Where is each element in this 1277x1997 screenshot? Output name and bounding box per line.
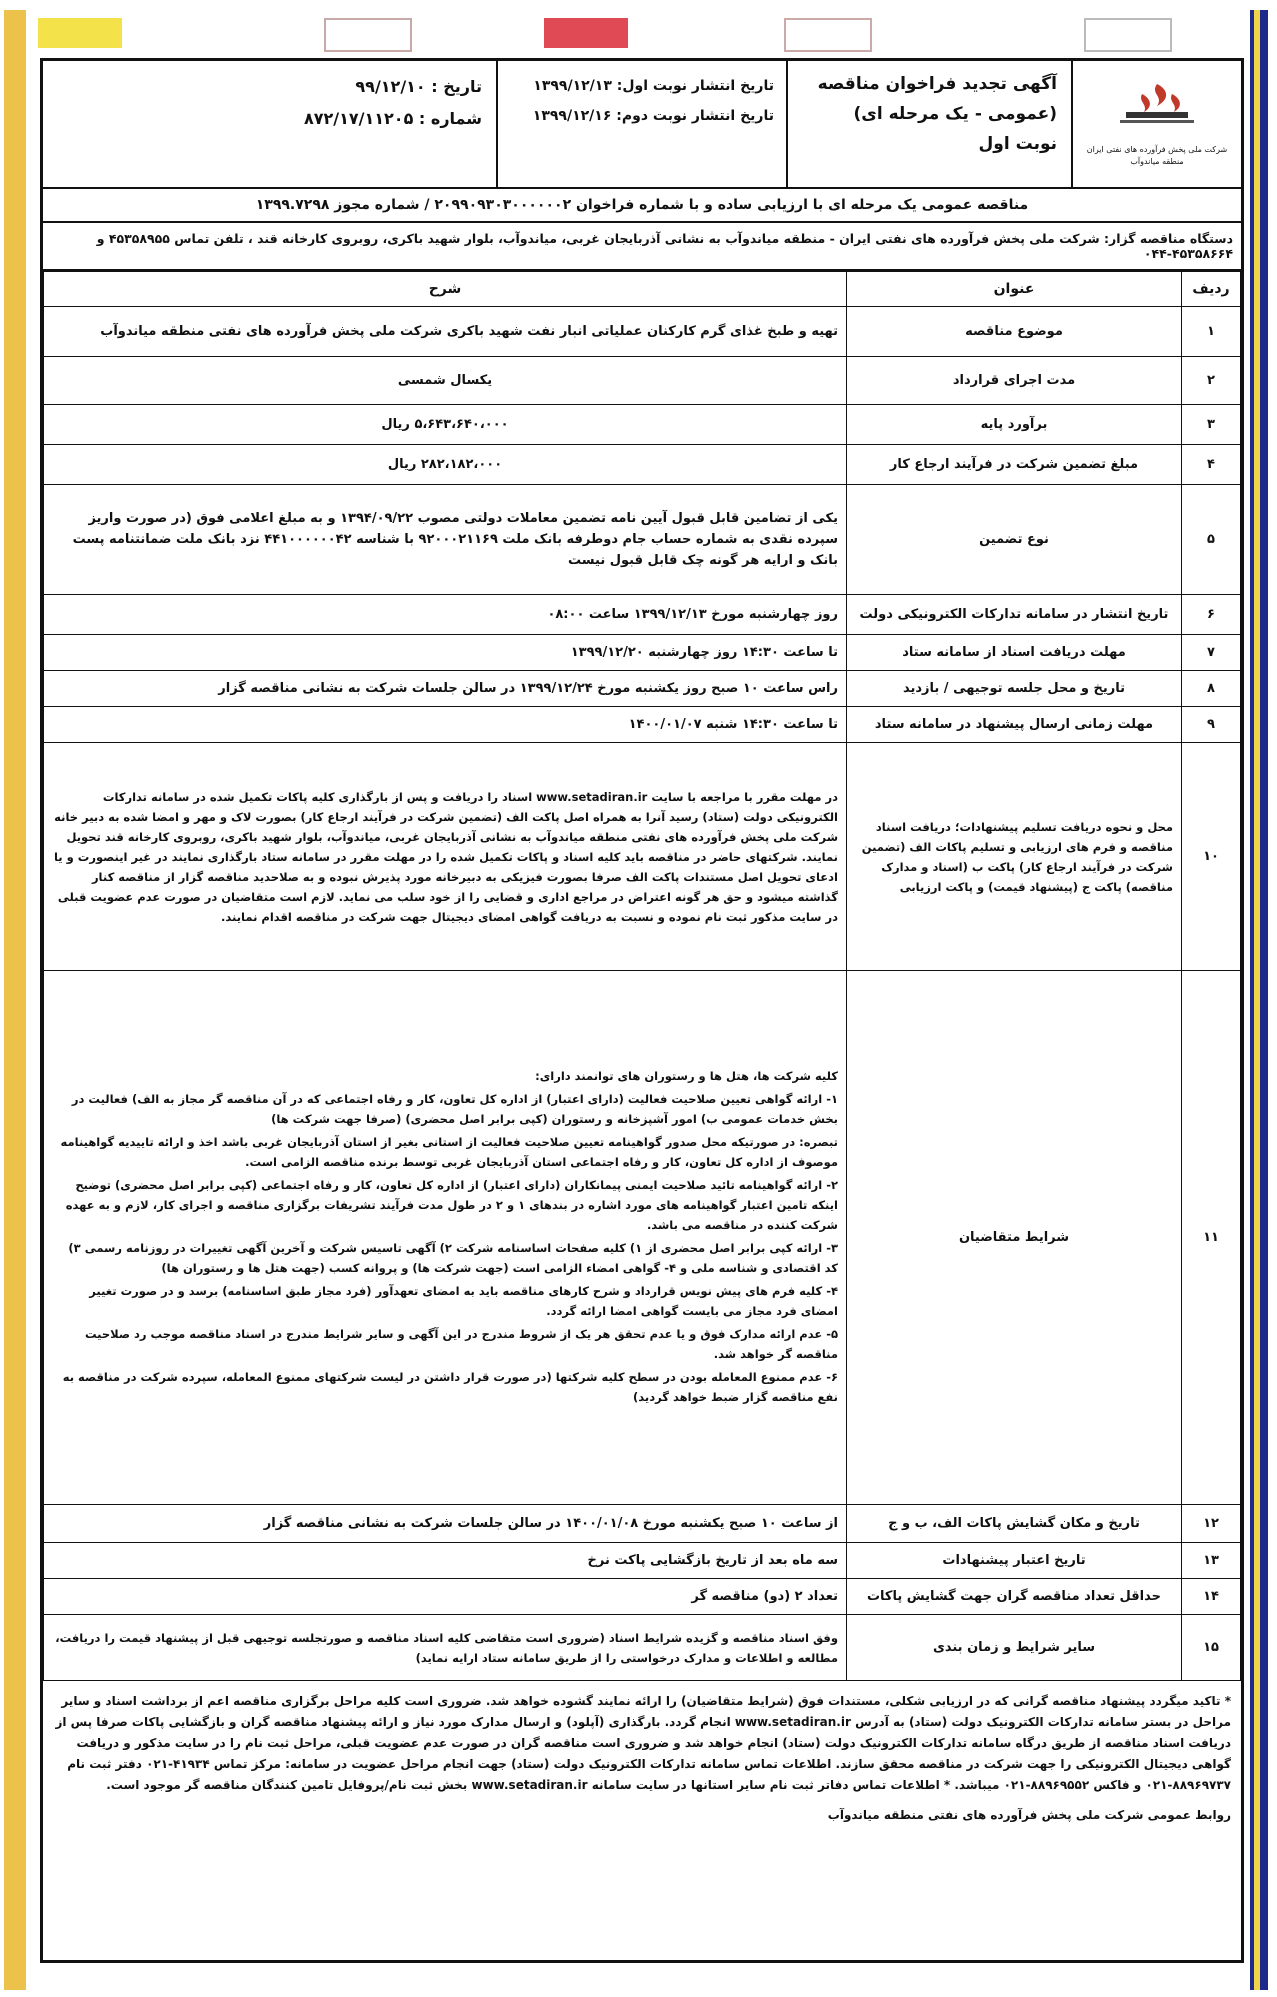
publication-dates bbox=[496, 61, 786, 187]
row-title: مهلت دریافت اسناد از سامانه ستاد bbox=[847, 635, 1182, 671]
condition-item: ۲- ارائه گواهینامه تائید صلاحیت ایمنی پیمانکاران (دارای اعتبار) از اداره کل تعاون، کار و رفاه اجتماعی (کپی برابر اصل محضری) توضیح اینکه تامین اعتبار گواهینامه های مورد اشاره در بندهای ۱ و ۲ در طول مدت فرآیند تشریفات برگزاری مناقصه و اجرای کار، لازم و به عهده شرکت کننده در مناقصه می باشد. bbox=[65, 1177, 838, 1232]
table-row bbox=[44, 485, 1241, 595]
doc-number: شماره : ۸۷۲/۱۷/۱۱۲۰۵ bbox=[303, 109, 482, 128]
company-logo bbox=[1071, 61, 1241, 187]
table-row bbox=[44, 1543, 1241, 1579]
row-desc: تا ساعت ۱۴:۳۰ روز چهارشنبه ۱۳۹۹/۱۲/۲۰ bbox=[44, 635, 847, 671]
row-title: محل و نحوه دریافت تسلیم پیشنهادات؛ دریافت اسناد مناقصه و فرم های ارزیابی و تسلیم پاکات الف (تضمین شرکت در فرآیند ارجاع کار) پاکت ب (اسناد و مدارک مناقصه) پاکت ج (پیشنهاد قیمت) و پاکت ارزیابی bbox=[847, 743, 1182, 971]
row-desc: تعداد ۲ (دو) مناقصه گر bbox=[44, 1579, 847, 1615]
header-desc: شرح bbox=[44, 272, 847, 307]
table-row bbox=[44, 743, 1241, 971]
row-no: ۷ bbox=[1182, 635, 1241, 671]
tender-subtitle: مناقصه عمومی یک مرحله ای با ارزیابی ساده و با شماره فراخوان ۲۰۹۹۰۹۳۰۳۰۰۰۰۰۰۲ / شماره مجوز ۱۳۹۹.۷۲۹۸ bbox=[43, 189, 1241, 223]
white-swatch-3 bbox=[1084, 18, 1172, 52]
row-title: مهلت زمانی ارسال پیشنهاد در سامانه ستاد bbox=[847, 707, 1182, 743]
pub-second: تاریخ انتشار نوبت دوم: ۱۳۹۹/۱۲/۱۶ bbox=[532, 108, 774, 124]
title-line-2: (عمومی - یک مرحله ای) bbox=[853, 104, 1057, 124]
table-row bbox=[44, 635, 1241, 671]
condition-item: تبصره: در صورتیکه محل صدور گواهینامه تعیین صلاحیت فعالیت از استانی بغیر از استان آذربایجان غربی باشد اخذ و ارائه تاییدیه گواهینامه موصوف از اداره کل تعاون، کار و رفاه اجتماعی استان آذربایجان غربی توسط برنده مناقصه الزامی است. bbox=[60, 1134, 838, 1169]
row-no: ۱ bbox=[1182, 307, 1241, 357]
table-row bbox=[44, 1579, 1241, 1615]
yellow-swatch bbox=[38, 18, 122, 48]
condition-item: ۳- ارائه کپی برابر اصل محضری از ۱) کلیه صفحات اساسنامه شرکت ۲) آگهی تاسیس شرکت و آخرین آگهی تغییرات در روزنامه رسمی ۳) کد اقتصادی و شناسه ملی و ۴- گواهی امضاء الزامی است (جهت شرکت ها) و پروانه کسب (جهت هتل ها و رستوران ها) bbox=[68, 1240, 838, 1275]
doc-date-number bbox=[43, 61, 496, 187]
row-title: حداقل تعداد مناقصه گران جهت گشایش پاکات bbox=[847, 1579, 1182, 1615]
table-header-row bbox=[44, 272, 1241, 307]
red-swatch bbox=[544, 18, 628, 48]
doc-date: تاریخ : ۹۹/۱۲/۱۰ bbox=[355, 77, 482, 96]
row-title: تاریخ انتشار در سامانه تدارکات الکترونیکی دولت bbox=[847, 595, 1182, 635]
white-swatch bbox=[324, 18, 412, 52]
row-title: سایر شرایط و زمان بندی bbox=[847, 1615, 1182, 1681]
color-swatch-bar bbox=[24, 10, 1254, 56]
row-desc: ۵،۶۴۳،۶۴۰،۰۰۰ ریال bbox=[44, 405, 847, 445]
row-no: ۱۱ bbox=[1182, 971, 1241, 1505]
row-no: ۲ bbox=[1182, 357, 1241, 405]
condition-item: ۵- عدم ارائه مدارک فوق و یا عدم تحقق هر یک از شروط مندرج در این آگهی و سایر شرایط مندرج در اسناد مناقصه موجب رد صلاحیت مناقصه گر خواهد شد. bbox=[84, 1326, 838, 1361]
row-desc: یکسال شمسی bbox=[44, 357, 847, 405]
row-no: ۳ bbox=[1182, 405, 1241, 445]
title-line-1: آگهی تجدید فراخوان مناقصه bbox=[817, 74, 1057, 94]
row-no: ۱۲ bbox=[1182, 1505, 1241, 1543]
condition-item: ۴- کلیه فرم های پیش نویس قرارداد و شرح کارهای مناقصه باید به امضای تعهدآور (فرد مجاز طبق اساسنامه) برسد و در صورت تغییر امضای فرد مجاز می بایست گواهی امضا ارائه گردد. bbox=[89, 1283, 838, 1318]
row-title: برآورد پایه bbox=[847, 405, 1182, 445]
row-no: ۱۰ bbox=[1182, 743, 1241, 971]
organizer-info: دستگاه مناقصه گزار: شرکت ملی پخش فرآورده های نفتی ایران - منطقه میاندوآب به نشانی آذربایجان غربی، میاندوآب، بلوار شهید باکری، روبروی کارخانه قند ، تلفن تماس ۴۵۳۵۸۹۵۵ و ۴۵۳۵۸۶۶۴-۰۴۴ bbox=[43, 223, 1241, 271]
title-line-3: نوبت اول bbox=[978, 134, 1057, 154]
left-edge-strip bbox=[4, 10, 26, 1990]
row-no: ۴ bbox=[1182, 445, 1241, 485]
row-desc: ۲۸۲،۱۸۲،۰۰۰ ریال bbox=[44, 445, 847, 485]
row-desc: روز چهارشنبه مورخ ۱۳۹۹/۱۲/۱۳ ساعت ۰۸:۰۰ bbox=[44, 595, 847, 635]
row-title: مدت اجرای قرارداد bbox=[847, 357, 1182, 405]
table-row bbox=[44, 1615, 1241, 1681]
row-no: ۱۵ bbox=[1182, 1615, 1241, 1681]
logo-text-1: شرکت ملی پخش فرآورده های نفتی ایران bbox=[1086, 145, 1228, 154]
row-title: تاریخ اعتبار پیشنهادات bbox=[847, 1543, 1182, 1579]
row-title: تاریخ و محل جلسه توجیهی / بازدید bbox=[847, 671, 1182, 707]
row-desc: تا ساعت ۱۴:۳۰ شنبه ۱۴۰۰/۰۱/۰۷ bbox=[44, 707, 847, 743]
table-row bbox=[44, 595, 1241, 635]
flame-logo-icon bbox=[1102, 80, 1212, 144]
table-row bbox=[44, 307, 1241, 357]
table-row bbox=[44, 671, 1241, 707]
table-row bbox=[44, 357, 1241, 405]
row-desc: تهیه و طبخ غذای گرم کارکنان عملیاتی انبار نفت شهید باکری شرکت ملی پخش فرآورده های نفتی منطقه میاندوآب bbox=[44, 307, 847, 357]
notice-title bbox=[786, 61, 1071, 187]
row-no: ۱۳ bbox=[1182, 1543, 1241, 1579]
row-no: ۶ bbox=[1182, 595, 1241, 635]
row-no: ۸ bbox=[1182, 671, 1241, 707]
table-row bbox=[44, 707, 1241, 743]
footer-signature: روابط عمومی شرکت ملی پخش فرآورده های نفتی منطقه میاندوآب bbox=[827, 1808, 1231, 1822]
table-row bbox=[44, 1505, 1241, 1543]
header-no: ردیف bbox=[1182, 272, 1241, 307]
white-swatch-2 bbox=[784, 18, 872, 52]
table-row bbox=[44, 405, 1241, 445]
row-desc: یکی از تضامین قابل قبول آیین نامه تضمین معاملات دولتی مصوب ۱۳۹۴/۰۹/۲۲ و به مبلغ اعلامی فوق (در صورت واریز سپرده نقدی به شماره حساب جام دوطرفه بانک ملت ۹۲۰۰۰۲۱۱۶۹ با شناسه ۴۴۱۰۰۰۰۰۰۴۲ نزد بانک ملت ضمانتنامه پست بانک و ارایه هر گونه چک قابل قبول نیست bbox=[44, 485, 847, 595]
condition-item: کلیه شرکت ها، هتل ها و رستوران های توانمند دارای: bbox=[535, 1068, 838, 1083]
row-no: ۱۴ bbox=[1182, 1579, 1241, 1615]
table-row bbox=[44, 971, 1241, 1505]
conditions-list bbox=[44, 971, 847, 1505]
row-desc: از ساعت ۱۰ صبح یکشنبه مورخ ۱۴۰۰/۰۱/۰۸ در سالن جلسات شرکت به نشانی مناقصه گزار bbox=[44, 1505, 847, 1543]
condition-item: ۶- عدم ممنوع المعامله بودن در سطح کلیه شرکتها (در صورت قرار داشتن در لیست شرکتهای ممنوع المعامله، سپرده شرکت در مناقصه به نفع مناقصه گزار ضبط خواهد گردید) bbox=[62, 1369, 838, 1404]
row-desc: وفق اسناد مناقصه و گزیده شرایط اسناد (ضروری است متقاضی کلیه اسناد مناقصه و صورتجلسه توجیهی قبل از پیشنهاد قیمت را دریافت، مطالعه و اطلاعات و مدارک درخواستی را از طریق سامانه ستاد ارایه نماید) bbox=[44, 1615, 847, 1681]
table-row bbox=[44, 445, 1241, 485]
tender-table bbox=[43, 271, 1241, 1681]
row-title: نوع تضمین bbox=[847, 485, 1182, 595]
right-edge-strip bbox=[1250, 10, 1268, 1990]
footer-notes: * تاکید میگردد پیشنهاد مناقصه گرانی که در ارزیابی شکلی، مستندات فوق (شرایط متقاضیان) را ارائه نمایند گشوده خواهد شد. ضروری است کلیه مراحل برگزاری مناقصه اعم از برداشت اسناد و سایر مراحل در بستر سامانه تدارکات الکترونیک دولت (ستاد) به آدرس www.setadiran.ir انجام گردد. بارگذاری (آپلود) و ارسال مدارک مورد نیاز و ارائه پیشنهاد مناقصه گران و بازگشایی پاکات صرفا پس از دریافت اسناد مناقصه از طریق درگاه سامانه تدارکات الکترونیک دولت (ستاد) انجام خواهد شد و ضروری است مناقصه گران در صورت عدم عضویت قبلی، مراحل ثبت نام را در سایت مذکور و دریافت گواهی دیجیتال الکترونیکی را جهت شرکت در مناقصه محقق سازند. اطلاعات تماس سامانه تدارکات الکترونیک دولت (ستاد) جهت انجام مراحل عضویت در سامانه: مرکز تماس ۴۱۹۳۴-۰۲۱ دفتر ثبت نام ۸۸۹۶۹۷۳۷-۰۲۱ و فاکس ۸۸۹۶۹۵۵۲-۰۲۱ میباشد. * اطلاعات تماس دفاتر ثبت نام سایر استانها در سایت سامانه www.setadiran.ir بخش ثبت نام/پروفایل تامین کنندگان مناقصه گر موجود است. bbox=[55, 1694, 1231, 1792]
logo-text-2: منطقه میاندوآب bbox=[1130, 157, 1184, 166]
row-title: تاریخ و مکان گشایش پاکات الف، ب و ج bbox=[847, 1505, 1182, 1543]
row-no: ۵ bbox=[1182, 485, 1241, 595]
row-desc: سه ماه بعد از تاریخ بازگشایی پاکت نرخ bbox=[44, 1543, 847, 1579]
row-title: شرایط متقاضیان bbox=[847, 971, 1182, 1505]
pub-first: تاریخ انتشار نوبت اول: ۱۳۹۹/۱۲/۱۳ bbox=[533, 78, 774, 94]
condition-item: ۱- ارائه گواهی تعیین صلاحیت فعالیت (دارای اعتبار) از اداره کل تعاون، کار و رفاه اجتماعی که در آن مناقصه گر مجاز به الف) فعالیت در بخش خدمات عمومی ب) امور آشپزخانه و رستوران (کپی برابر اصل محضری) (صرفا جهت شرکت ها) bbox=[71, 1091, 838, 1126]
row-title: موضوع مناقصه bbox=[847, 307, 1182, 357]
row-desc: در مهلت مقرر با مراجعه با سایت www.setadiran.ir اسناد را دریافت و پس از بارگذاری کلیه پاکات تکمیل شده در سامانه تدارکات الکترونیکی دولت (ستاد) رسید آنرا به همراه اصل پاکت الف (تضمین شرکت در فرآیند ارجاع کار) بصورت لاک و مهر و امضا شده به دبیر خانه شرکت ملی پخش فرآورده های نفتی منطقه میاندوآب به نشانی آذربایجان غربی، میاندوآب، بلوار شهید باکری، روبروی کارخانه قند تحویل نمایند. شرکتهای حاضر در مناقصه باید کلیه اسناد و پاکات تکمیل شده را در مهلت مقرر در سامانه ستاد بارگذاری نمایند در غیر اینصورت و یا ادعای تحویل اصل مستندات پاکت الف صرفا بصورت فیزیکی به دبیرخانه مورد پذیرش نبوده و به صلاحدید مناقصه گزار از مناقصه کنار گذاشته میشود و حق هر گونه اعتراض در مراجع اداری و قضایی را از خود سلب می نماید. لازم است متقاضیان در صورت عدم عضویت قبلی در سایت مذکور ثبت نام نموده و نسبت به دریافت گواهی امضای دیجیتال جهت شرکت در مناقصه اقدام نمایند. bbox=[44, 743, 847, 971]
notice-header bbox=[43, 61, 1241, 189]
row-title: مبلغ تضمین شرکت در فرآیند ارجاع کار bbox=[847, 445, 1182, 485]
row-no: ۹ bbox=[1182, 707, 1241, 743]
tender-notice bbox=[40, 58, 1244, 1963]
header-title: عنوان bbox=[847, 272, 1182, 307]
row-desc: راس ساعت ۱۰ صبح روز یکشنبه مورخ ۱۳۹۹/۱۲/۲۴ در سالن جلسات شرکت به نشانی مناقصه گزار bbox=[44, 671, 847, 707]
